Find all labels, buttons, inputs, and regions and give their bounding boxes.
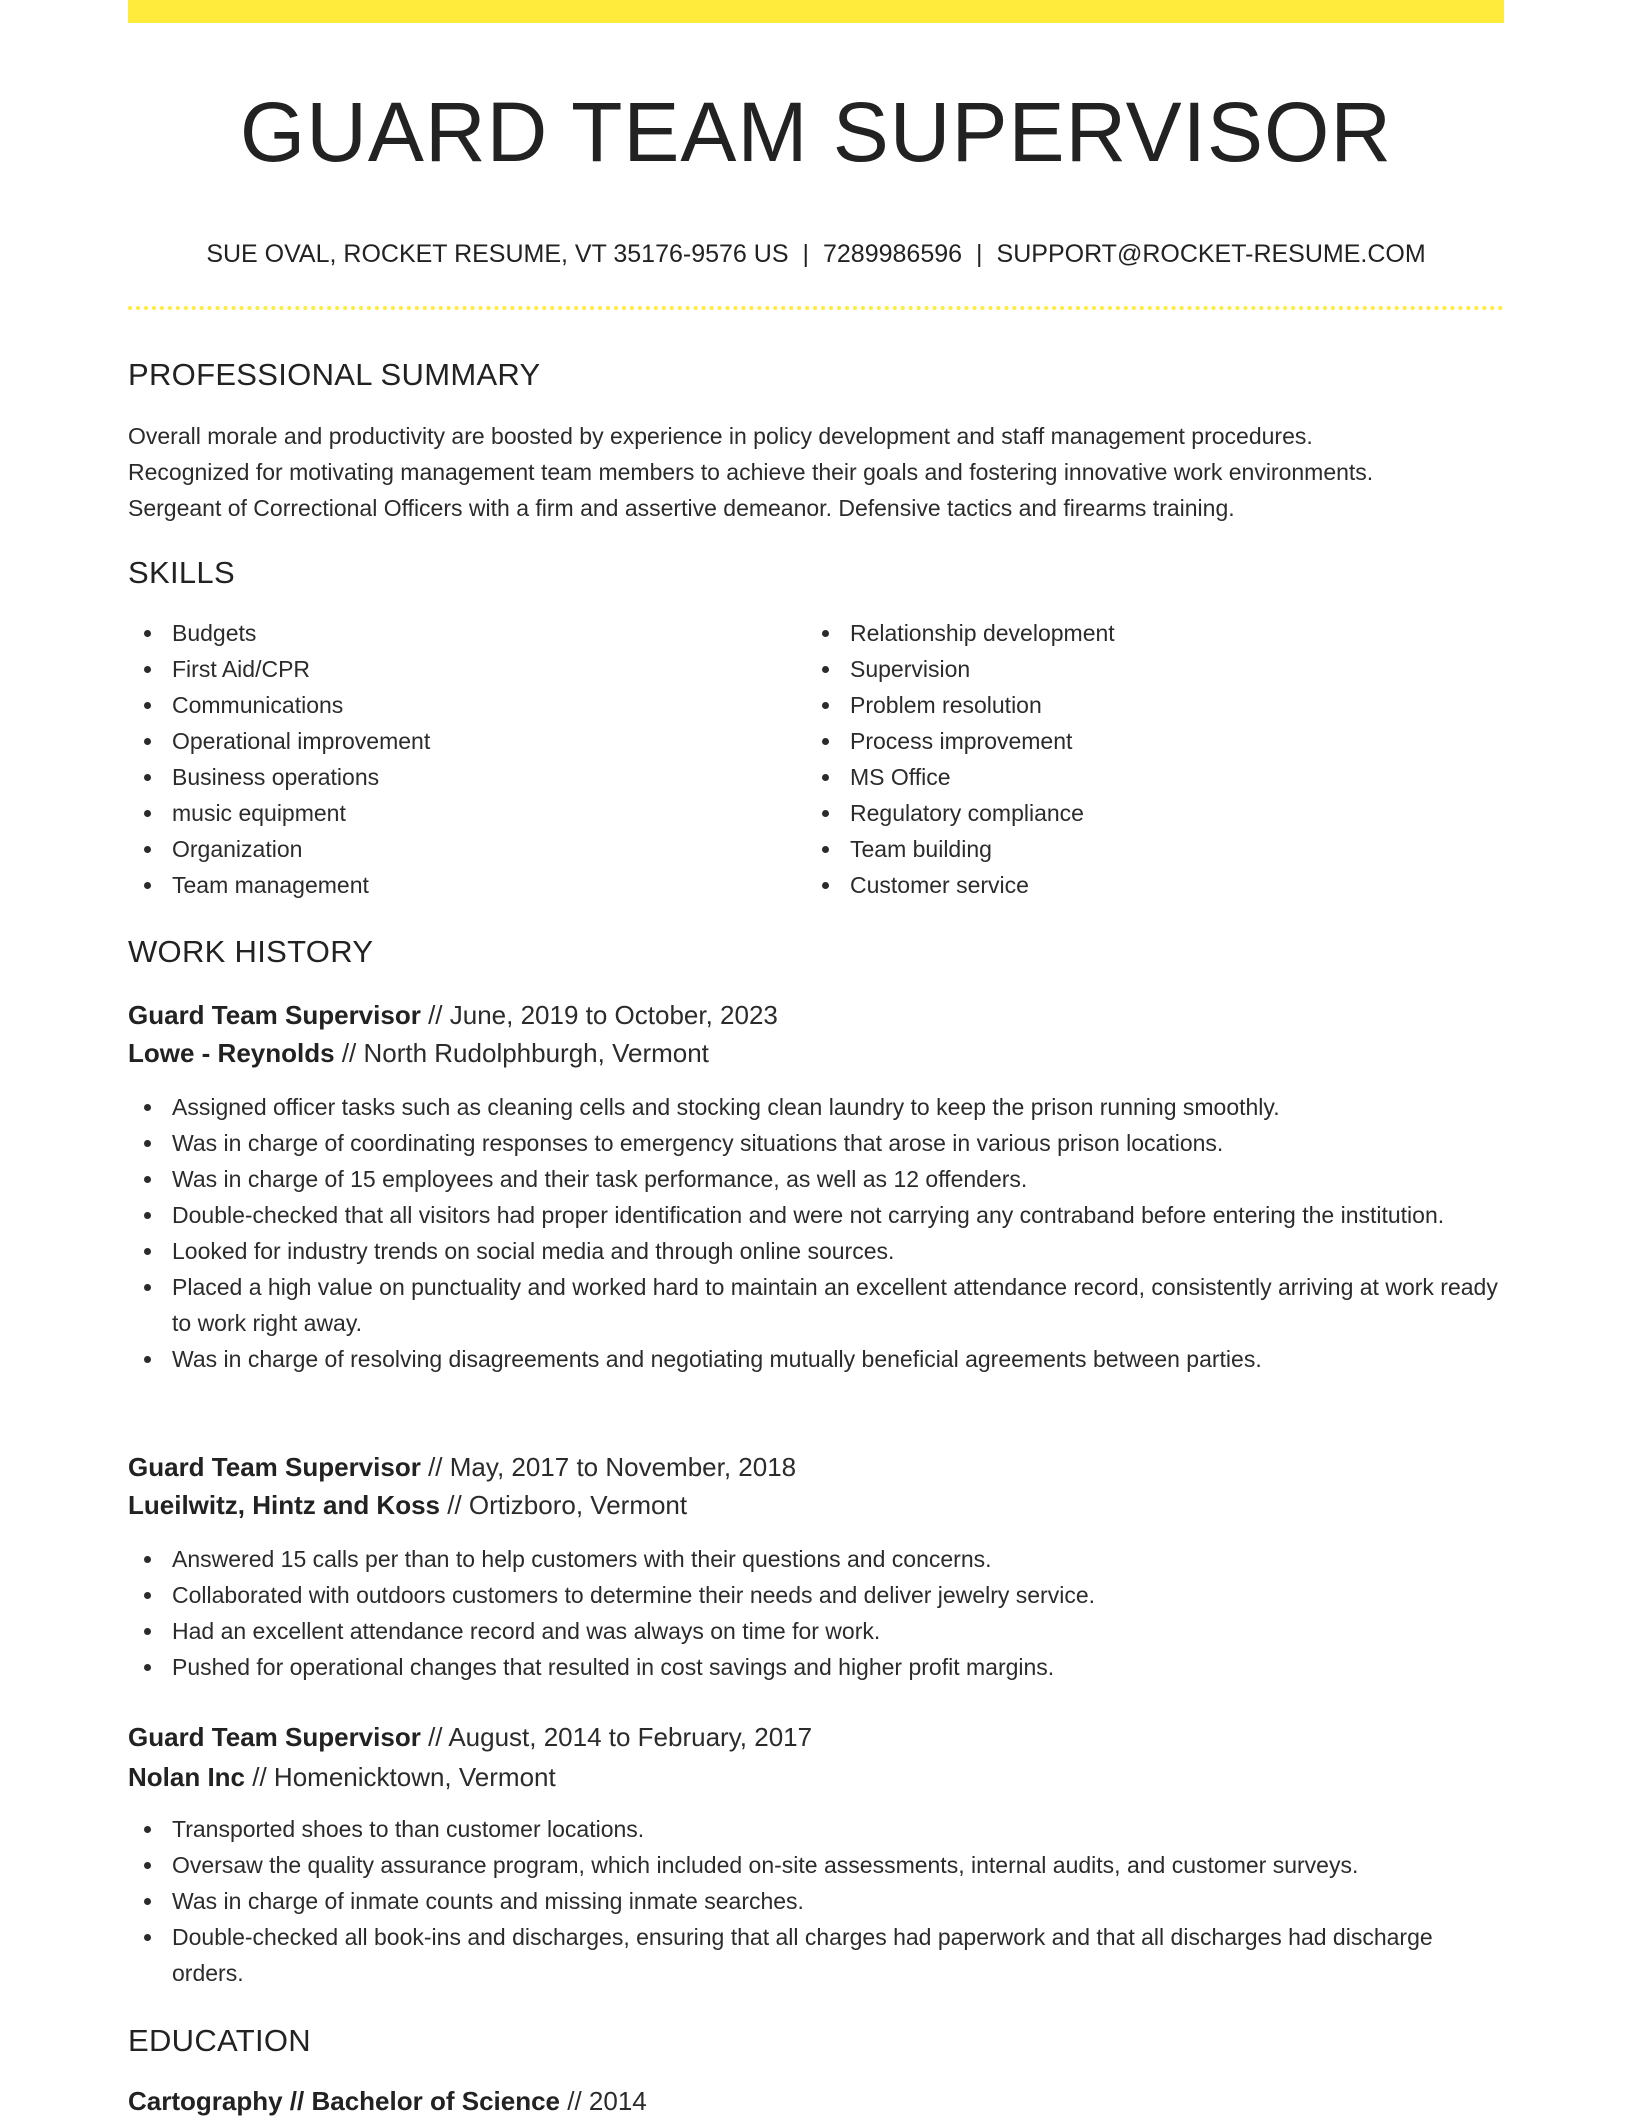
job-dates: // August, 2014 to February, 2017 [428,1722,813,1752]
skill-item: Communications [128,687,788,723]
job-company-line [128,1486,687,1524]
skill-item: Operational improvement [128,723,788,759]
job-company: Nolan Inc [128,1762,246,1792]
job-title: Guard Team Supervisor [128,1000,421,1030]
job-bullet: Answered 15 calls per than to help customers with their questions and concerns. [128,1541,1504,1577]
skill-item: Problem resolution [806,687,1504,723]
resume-title: GUARD TEAM SUPERVISOR [239,85,1393,179]
skill-item: Process improvement [806,723,1504,759]
skill-item: Supervision [806,651,1504,687]
skill-item: First Aid/CPR [128,651,788,687]
work-history-heading: WORK HISTORY [128,934,374,969]
job-bullet: Collaborated with outdoors customers to determine their needs and deliver jewelry service. [128,1577,1504,1613]
job-bullet: Looked for industry trends on social media and through online sources. [128,1233,1504,1269]
job-bullet: Double-checked that all visitors had proper identification and were not carrying any contraband before entering the institution. [128,1197,1504,1233]
job-company-line [128,1034,709,1072]
skill-item: music equipment [128,795,788,831]
job-bullets [128,1541,1504,1685]
contact-line [128,236,1504,272]
job-bullet: Assigned officer tasks such as cleaning cells and stocking clean laundry to keep the prison running smoothly. [128,1089,1504,1125]
summary-line: Sergeant of Correctional Officers with a firm and assertive demeanor. Defensive tactics and firearms training. [128,495,1235,521]
summary-text [128,418,1504,526]
job-title-line [128,996,778,1034]
job-bullet: Was in charge of resolving disagreements and negotiating mutually beneficial agreements between parties. [128,1341,1504,1377]
skill-item: Regulatory compliance [806,795,1504,831]
summary-heading: PROFESSIONAL SUMMARY [128,357,541,392]
education-degree: Cartography // Bachelor of Science [128,2086,561,2116]
education-heading: EDUCATION [128,2023,311,2058]
skill-item: Business operations [128,759,788,795]
job-title-line [128,1448,796,1486]
dotted-divider [128,306,1504,310]
job-bullet: Placed a high value on punctuality and worked hard to maintain an excellent attendance record, consistently arriving at work ready to work right away. [128,1269,1504,1341]
job-location: // North Rudolphburgh, Vermont [341,1038,709,1068]
contact-separator: | [976,240,983,268]
summary-line: Overall morale and productivity are boosted by experience in policy development and staff management procedures. [128,423,1313,449]
contact-separator: | [802,240,809,268]
contact-email: SUPPORT@ROCKET-RESUME.COM [996,240,1426,268]
job-company: Lueilwitz, Hintz and Koss [128,1490,441,1520]
job-bullet: Pushed for operational changes that resulted in cost savings and higher profit margins. [128,1649,1504,1685]
skills-list-right [806,615,1504,903]
job-title: Guard Team Supervisor [128,1722,421,1752]
skills-heading: SKILLS [128,555,235,590]
job-dates: // June, 2019 to October, 2023 [428,1000,778,1030]
contact-address: SUE OVAL, ROCKET RESUME, VT 35176-9576 US [206,240,789,268]
education-line [128,2082,647,2120]
skill-item: Team building [806,831,1504,867]
job-bullets [128,1811,1504,1991]
skill-item: Budgets [128,615,788,651]
skill-item: Organization [128,831,788,867]
job-company-line [128,1758,556,1796]
summary-line: Recognized for motivating management team members to achieve their goals and fostering innovative work environments. [128,459,1374,485]
job-bullet: Was in charge of coordinating responses to emergency situations that arose in various prison locations. [128,1125,1504,1161]
job-bullet: Double-checked all book-ins and discharges, ensuring that all charges had paperwork and that all discharges had discharge orders. [128,1919,1504,1991]
skill-item: Team management [128,867,788,903]
skill-item: Customer service [806,867,1504,903]
job-bullet: Was in charge of 15 employees and their task performance, as well as 12 offenders. [128,1161,1504,1197]
job-bullet: Transported shoes to than customer locations. [128,1811,1504,1847]
job-title-line [128,1718,812,1756]
job-dates: // May, 2017 to November, 2018 [428,1452,797,1482]
job-location: // Ortizboro, Vermont [447,1490,688,1520]
skill-item: MS Office [806,759,1504,795]
job-bullet: Had an excellent attendance record and was always on time for work. [128,1613,1504,1649]
job-bullet: Was in charge of inmate counts and missing inmate searches. [128,1883,1504,1919]
education-year: // 2014 [567,2086,647,2116]
job-company: Lowe - Reynolds [128,1038,335,1068]
skills-list-left [128,615,788,903]
job-bullet: Oversaw the quality assurance program, which included on-site assessments, internal audits, and customer surveys. [128,1847,1504,1883]
contact-phone: 7289986596 [823,240,963,268]
skill-item: Relationship development [806,615,1504,651]
job-title: Guard Team Supervisor [128,1452,421,1482]
job-bullets [128,1089,1504,1377]
job-location: // Homenicktown, Vermont [252,1762,556,1792]
top-accent-bar [128,0,1504,23]
